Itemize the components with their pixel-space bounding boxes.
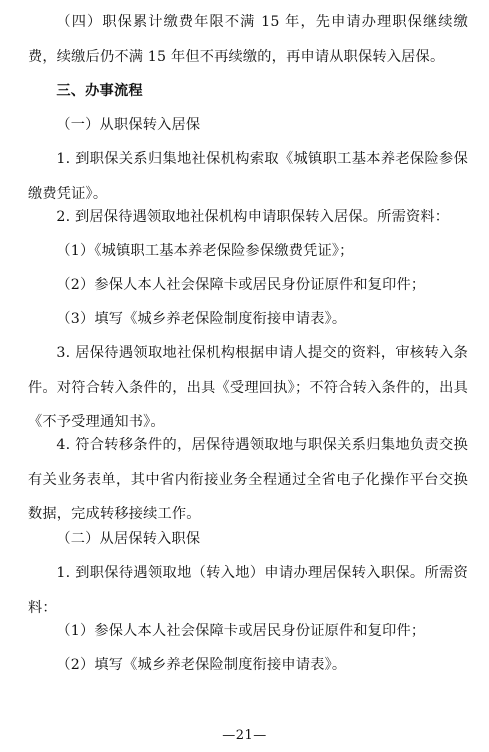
step-3-paragraph: 3. 居保待遇领取地社保机构根据申请人提交的资料，审核转入条件。对符合转入条件的，出具《受理回执》；不符合转入条件的，出具《不予受理通知书》。 — [28, 345, 468, 430]
subheading-resident-to-worker: （二）从居保转入职保 — [56, 531, 201, 547]
material-item-2: （2）参保人本人社会保障卡或居民身份证原件和复印件； — [56, 277, 426, 293]
step-1-paragraph: 1. 到职保关系归集地社保机构索取《城镇职工基本养老保险参保缴费凭证》。 — [28, 151, 468, 202]
paragraph-condition-four: （四）职保累计缴费年限不满 15 年，先申请办理职保继续缴费，续缴后仍不满 15 年但不再续缴的，再申请从职保转入居保。 — [28, 14, 468, 65]
section-heading-process: 三、办事流程 — [56, 83, 143, 99]
step-1-resident-paragraph: 1. 到职保待遇领取地（转入地）申请办理居保转入职保。所需资料： — [28, 565, 468, 616]
page-number: —21— — [222, 728, 267, 743]
resident-material-item-1: （1）参保人本人社会保障卡或居民身份证原件和复印件； — [56, 623, 426, 639]
resident-material-item-2: （2）填写《城乡养老保险制度衔接申请表》。 — [56, 657, 347, 673]
material-item-1: （1）《城镇职工基本养老保险参保缴费凭证》； — [56, 243, 354, 259]
step-4-paragraph: 4. 符合转移条件的，居保待遇领取地与职保关系归集地负责交换有关业务表单，其中省内衔接业务全程通过全省电子化操作平台交换数据，完成转移接续工作。 — [28, 437, 468, 522]
subheading-worker-to-resident: （一）从职保转入居保 — [56, 117, 201, 133]
material-item-3: （3）填写《城乡养老保险制度衔接申请表》。 — [56, 311, 347, 327]
step-2-paragraph: 2. 到居保待遇领取地社保机构申请职保转入居保。所需资料： — [56, 209, 450, 225]
